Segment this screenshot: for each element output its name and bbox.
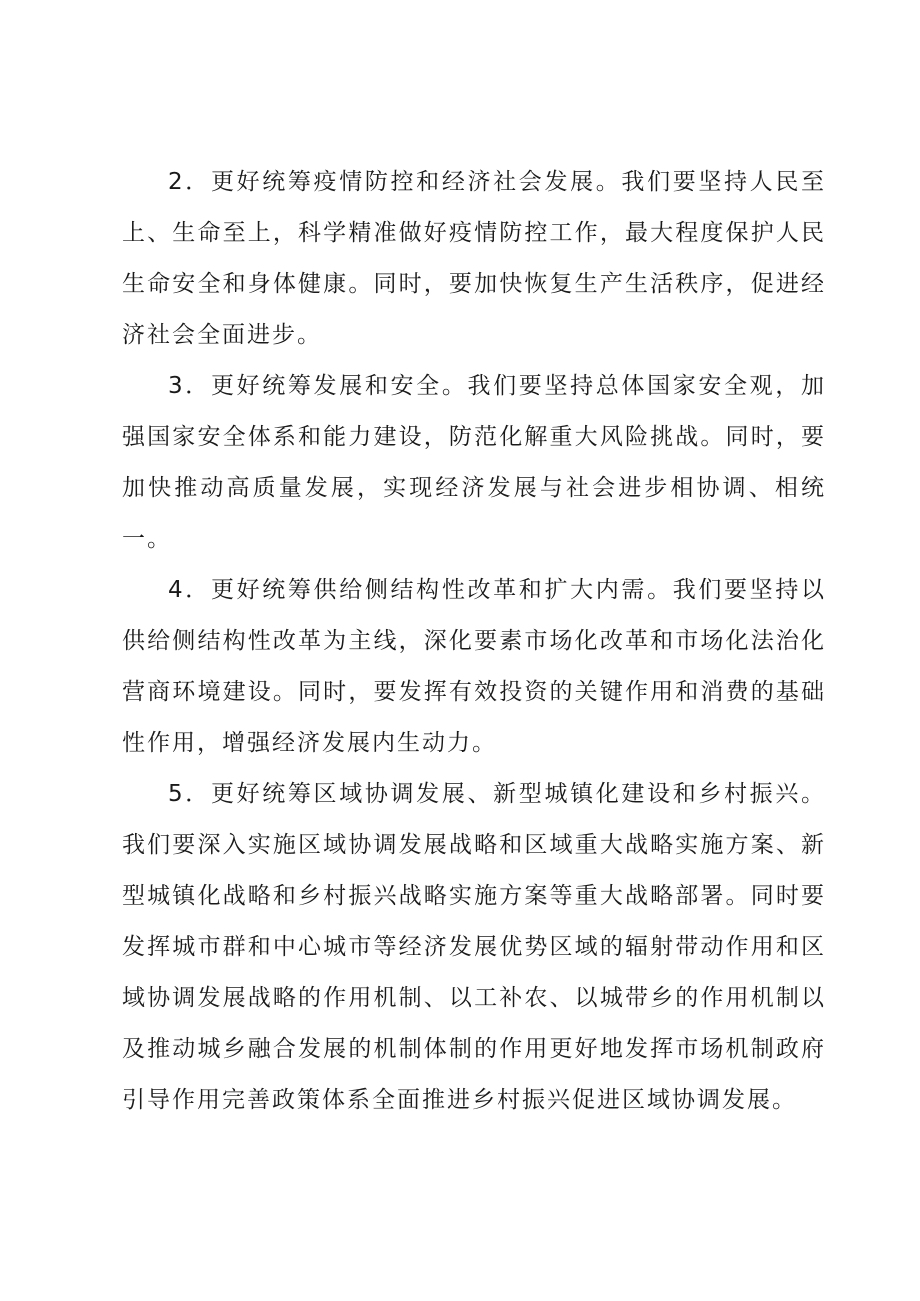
paragraph-item-3: 3．更好统筹发展和安全。我们要坚持总体国家安全观，加强国家安全体系和能力建设，防范化解重大风险挑战。同时，要加快推动高质量发展，实现经济发展与社会进步相协调、相统一。 [122,373,826,552]
paragraph-item-5: 5．更好统筹区域协调发展、新型城镇化建设和乡村振兴。我们要深入实施区域协调发展战略和区域重大战略实施方案、新型城镇化战略和乡村振兴战略实施方案等重大战略部署。同时要发挥城市群和中心城市等经济发展优势区域的辐射带动作用和区域协调发展战略的作用机制、以工补农、以城带乡的作用机制以及推动城乡融合发展的机制体制的作用更好地发挥市场机制政府引导作用完善政策体系全面推进乡村振兴促进区域协调发展。 [122,781,826,1113]
document-body [122,157,826,1126]
paragraph-item-2: 2．更好统筹疫情防控和经济社会发展。我们要坚持人民至上、生命至上，科学精准做好疫情防控工作，最大程度保护人民生命安全和身体健康。同时，要加快恢复生产生活秩序，促进经济社会全面进步。 [122,169,826,348]
paragraph-item-4: 4．更好统筹供给侧结构性改革和扩大内需。我们要坚持以供给侧结构性改革为主线，深化要素市场化改革和市场化法治化营商环境建设。同时，要发挥有效投资的关键作用和消费的基础性作用，增强经济发展内生动力。 [122,577,826,756]
